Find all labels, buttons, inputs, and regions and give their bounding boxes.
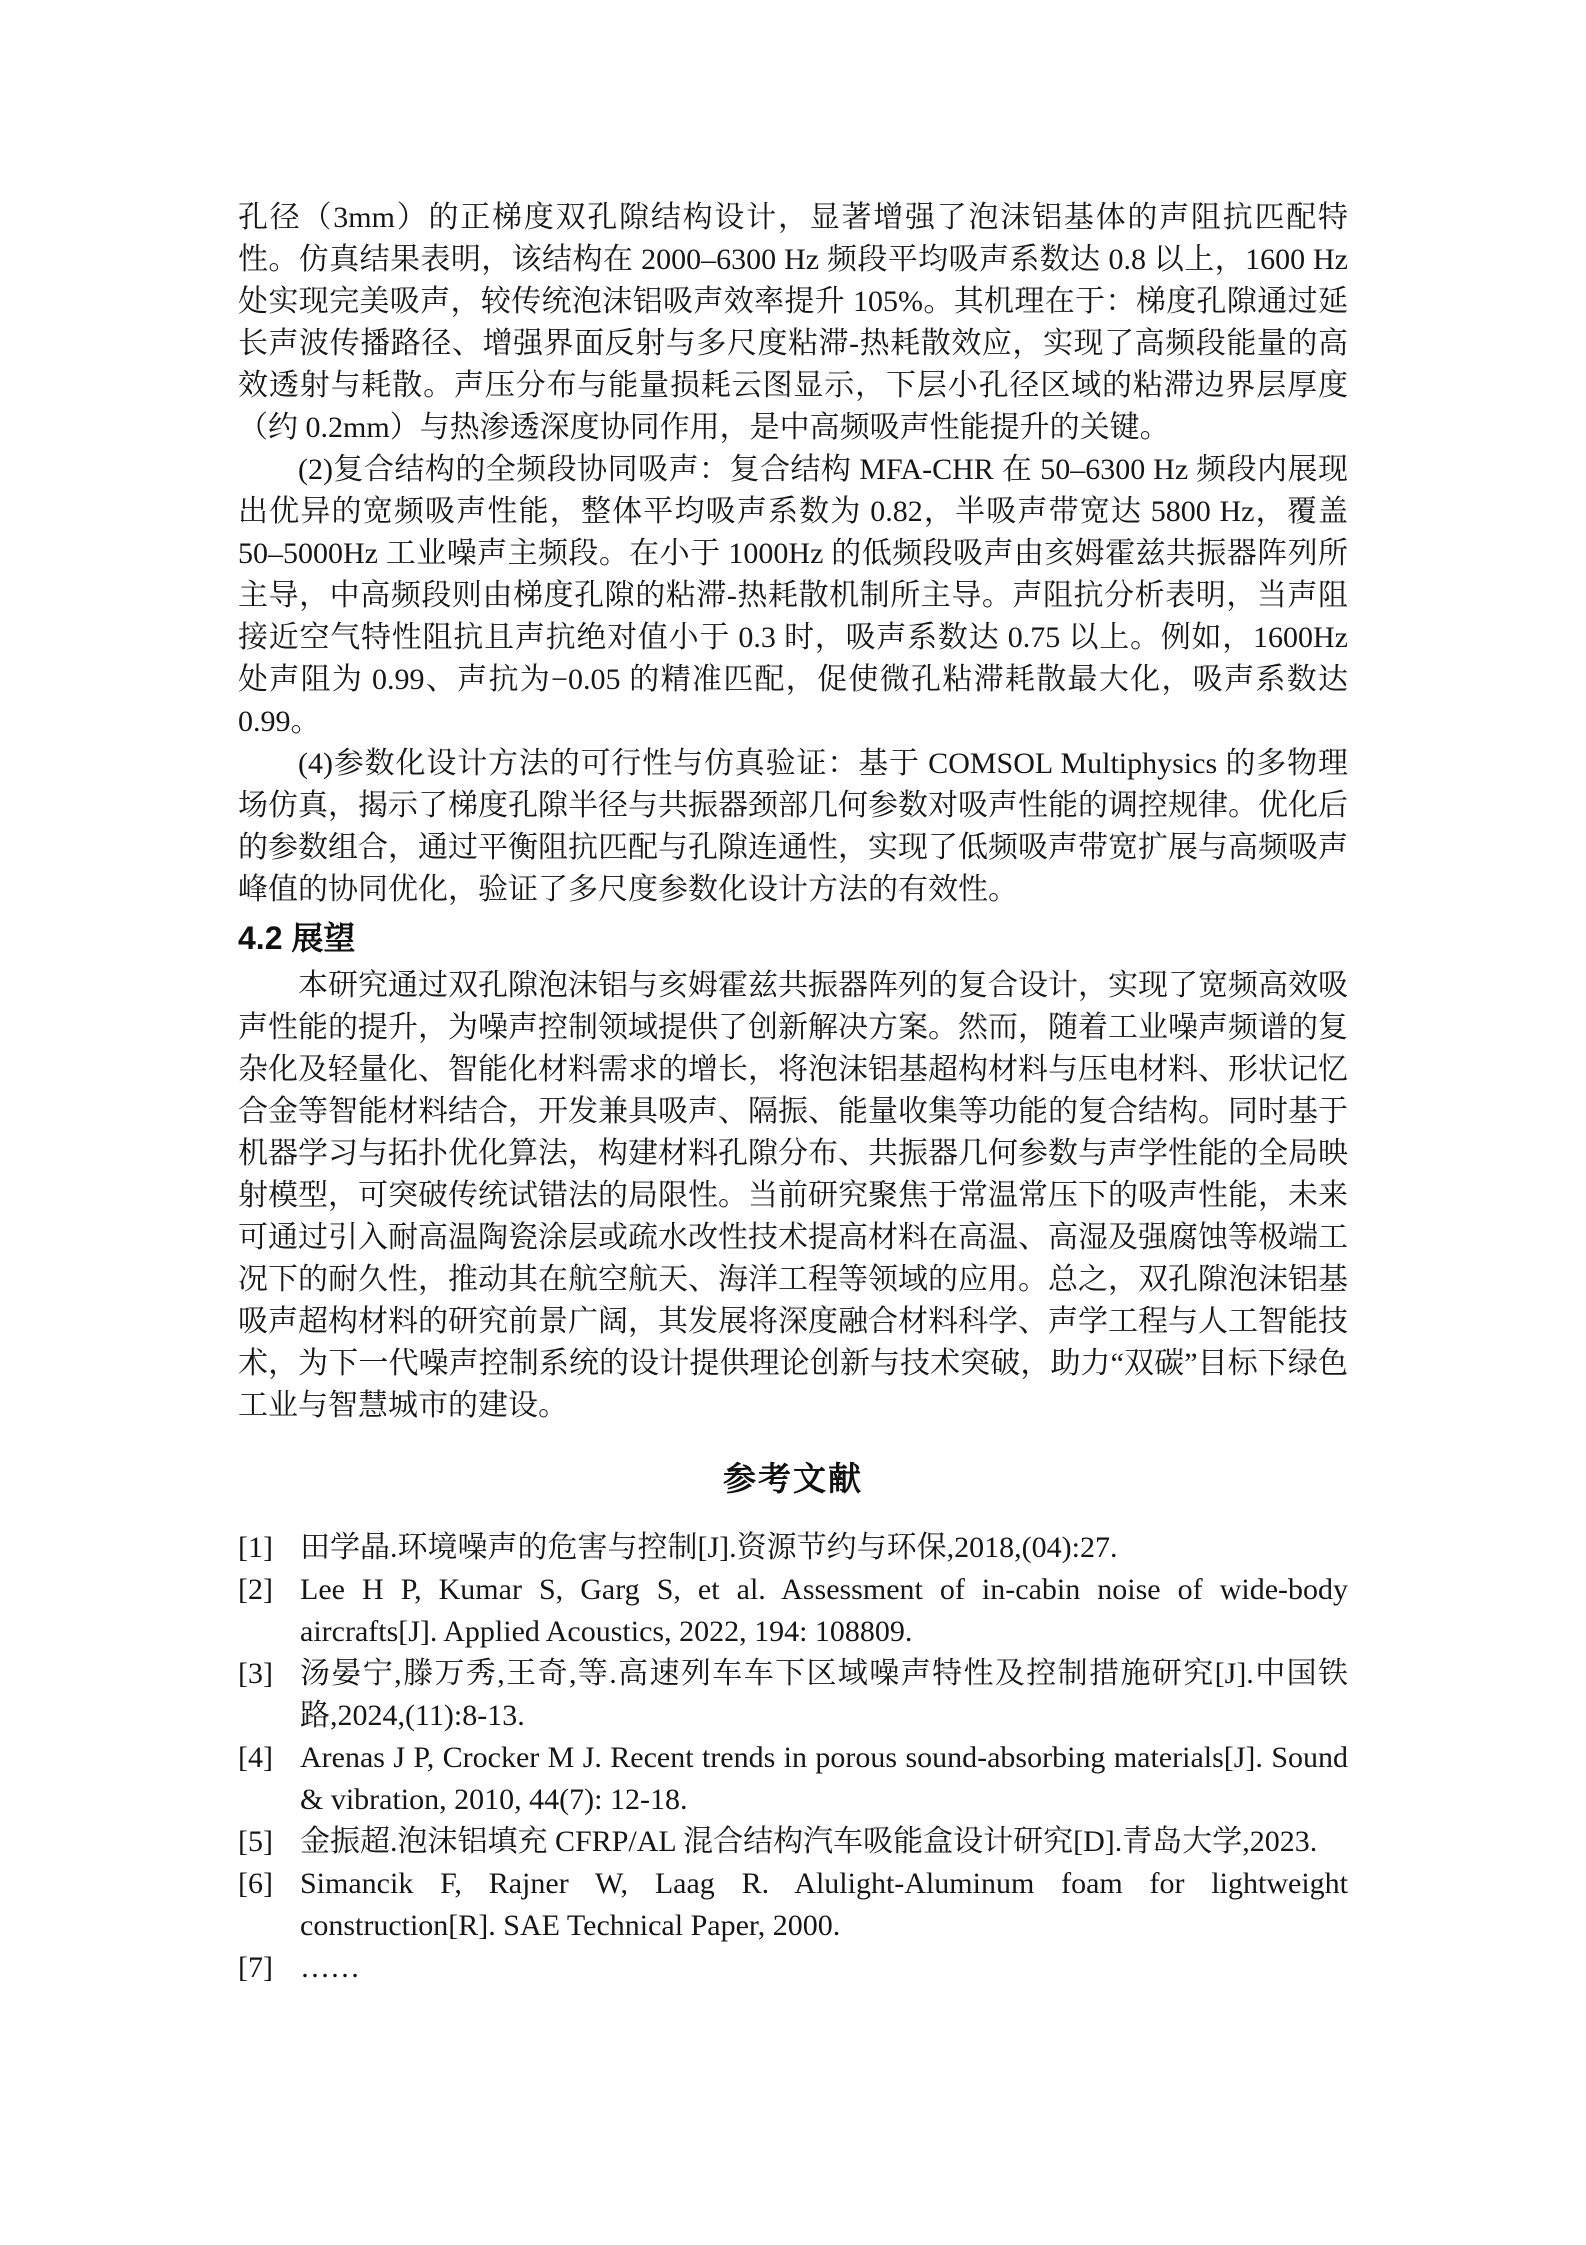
reference-text: …… bbox=[300, 1951, 360, 1984]
section-heading-4-2: 4.2 展望 bbox=[238, 920, 356, 956]
reference-text: Arenas J P, Crocker M J. Recent trends in porous sound-absorbing materials[J]. Sound & vibration, 2010, 44(7): 12-18. bbox=[300, 1741, 1348, 1816]
references-heading: 参考文献 bbox=[723, 1460, 863, 1497]
reference-label: [5] bbox=[238, 1825, 273, 1858]
reference-label: [7] bbox=[238, 1951, 273, 1984]
reference-item bbox=[238, 1653, 1348, 1737]
reference-item bbox=[238, 1947, 1348, 1989]
reference-text: 汤晏宁,滕万秀,王奇,等.高速列车车下区域噪声特性及控制措施研究[J].中国铁路,2024,(11):8-13. bbox=[300, 1657, 1348, 1732]
reference-text: 金振超.泡沫铝填充 CFRP/AL 混合结构汽车吸能盒设计研究[D].青岛大学,2023. bbox=[300, 1825, 1318, 1858]
reference-item bbox=[238, 1863, 1348, 1947]
reference-label: [6] bbox=[238, 1867, 273, 1900]
reference-text: 田学晶.环境噪声的危害与控制[J].资源节约与环保,2018,(04):27. bbox=[300, 1531, 1118, 1564]
references-list bbox=[238, 1527, 1348, 1989]
reference-text: Simancik F, Rajner W, Laag R. Alulight-Aluminum foam for lightweight construction[R]. SAE Technical Paper, 2000. bbox=[300, 1867, 1348, 1942]
reference-label: [3] bbox=[238, 1657, 273, 1690]
reference-label: [2] bbox=[238, 1573, 273, 1606]
reference-item bbox=[238, 1527, 1348, 1569]
reference-item bbox=[238, 1737, 1348, 1821]
reference-item bbox=[238, 1569, 1348, 1653]
outlook-paragraph: 本研究通过双孔隙泡沫铝与亥姆霍兹共振器阵列的复合设计，实现了宽频高效吸声性能的提升，为噪声控制领域提供了创新解决方案。然而，随着工业噪声频谱的复杂化及轻量化、智能化材料需求的增长，将泡沫铝基超构材料与压电材料、形状记忆合金等智能材料结合，开发兼具吸声、隔振、能量收集等功能的复合结构。同时基于机器学习与拓扑优化算法，构建材料孔隙分布、共振器几何参数与声学性能的全局映射模型，可突破传统试错法的局限性。当前研究聚焦于常温常压下的吸声性能，未来可通过引入耐高温陶瓷涂层或疏水改性技术提高材料在高温、高湿及强腐蚀等极端工况下的耐久性，推动其在航空航天、海洋工程等领域的应用。总之，双孔隙泡沫铝基吸声超构材料的研究前景广阔，其发展将深度融合材料科学、声学工程与人工智能技术，为下一代噪声控制系统的设计提供理论创新与技术突破，助力“双碳”目标下绿色工业与智慧城市的建设。 bbox=[238, 969, 1348, 1422]
reference-label: [1] bbox=[238, 1531, 273, 1564]
document-content bbox=[238, 197, 1348, 1989]
body-paragraph-2: (2)复合结构的全频段协同吸声：复合结构 MFA-CHR 在 50–6300 Hz 频段内展现出优异的宽频吸声性能，整体平均吸声系数为 0.82，半吸声带宽达 5800 Hz，覆盖 50–5000Hz 工业噪声主频段。在小于 1000Hz 的低频段吸声由亥姆霍兹共振器阵列所主导，中高频段则由梯度孔隙的粘滞-热耗散机制所主导。声阻抗分析表明，当声阻接近空气特性阻抗且声抗绝对值小于 0.3 时，吸声系数达 0.75 以上。例如，1600Hz 处声阻为 0.99、声抗为−0.05 的精准匹配，促使微孔粘滞耗散最大化，吸声系数达 0.99。 bbox=[238, 453, 1348, 738]
reference-label: [4] bbox=[238, 1741, 273, 1774]
reference-text: Lee H P, Kumar S, Garg S, et al. Assessment of in-cabin noise of wide-body aircrafts[J]. Applied Acoustics, 2022, 194: 108809. bbox=[300, 1573, 1348, 1648]
body-paragraph-3: (4)参数化设计方法的可行性与仿真验证：基于 COMSOL Multiphysics 的多物理场仿真，揭示了梯度孔隙半径与共振器颈部几何参数对吸声性能的调控规律。优化后的参数组合，通过平衡阻抗匹配与孔隙连通性，实现了低频吸声带宽扩展与高频吸声峰值的协同优化，验证了多尺度参数化设计方法的有效性。 bbox=[238, 747, 1348, 906]
reference-item bbox=[238, 1821, 1348, 1863]
body-paragraph-1: 孔径（3mm）的正梯度双孔隙结构设计，显著增强了泡沫铝基体的声阻抗匹配特性。仿真结果表明，该结构在 2000–6300 Hz 频段平均吸声系数达 0.8 以上，1600 Hz 处实现完美吸声，较传统泡沫铝吸声效率提升 105%。其机理在于：梯度孔隙通过延长声波传播路径、增强界面反射与多尺度粘滞-热耗散效应，实现了高频段能量的高效透射与耗散。声压分布与能量损耗云图显示，下层小孔径区域的粘滞边界层厚度（约 0.2mm）与热渗透深度协同作用，是中高频吸声性能提升的关键。 bbox=[238, 201, 1348, 444]
